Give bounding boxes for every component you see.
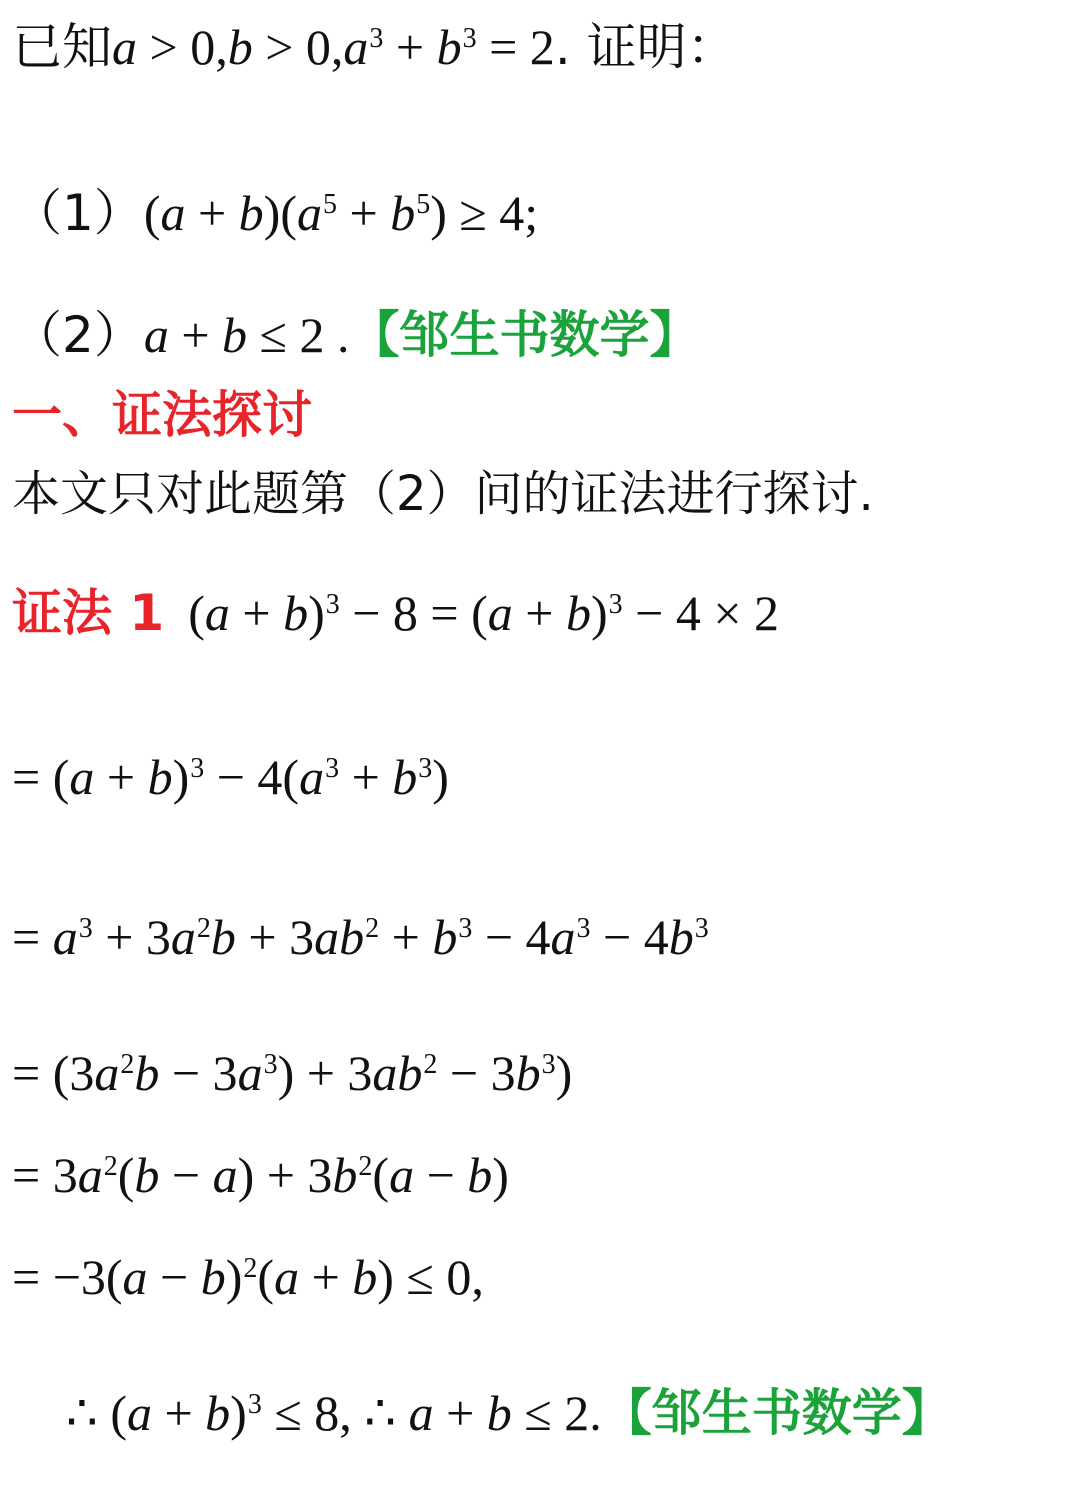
proof-step-3: = $a^3 + 3a^2b + 3ab^2 + b^3 - 4a^3 - 4b^3$: [12, 909, 709, 965]
brand-tag-conclusion: 【邹生书数学】: [601, 1384, 952, 1442]
proof-1-line-1: 证法 1 $(a + b)^3 - 8 = (a + b)^3 - 4 \times 2$: [12, 584, 780, 642]
conclusion: ∴ $(a + b)^3 \le 8$, ∴ a + b ≤ 2.【邹生书数学】: [66, 1384, 952, 1442]
proof-step-2: = $(a + b)^3 - 4(a^3 + b^3)$: [12, 749, 449, 805]
part-2: （2）a + b ≤ 2 .【邹生书数学】: [12, 306, 700, 364]
given-prefix: 已知: [12, 18, 112, 76]
part-2-label: （2）: [12, 306, 144, 364]
part-1-label: （1）: [12, 184, 144, 242]
proof-step-4: = $(3a^2b - 3a^3) + 3ab^2 - 3b^3$): [12, 1045, 573, 1101]
section-intro: 本文只对此题第（2）问的证法进行探讨.: [12, 466, 874, 522]
section-heading: 一、证法探讨: [12, 386, 312, 444]
proof-step-5: = $3a^2(b - a) + 3b^2(a - b)$: [12, 1147, 509, 1203]
brand-tag: 【邹生书数学】: [349, 306, 700, 364]
proof-step-6: = $-3(a - b)^2(a + b) \le 0$,: [12, 1249, 484, 1305]
therefore-symbol: ∴: [66, 1385, 98, 1441]
problem-statement: 已知$a > 0,b > 0,a^3 + b^3 = 2$. 证明：: [12, 18, 737, 76]
proof-1-label: 证法 1: [12, 584, 165, 642]
part-1: $(1)(a + b)(a^5 + b^5) \ge 4$;: [12, 184, 539, 242]
